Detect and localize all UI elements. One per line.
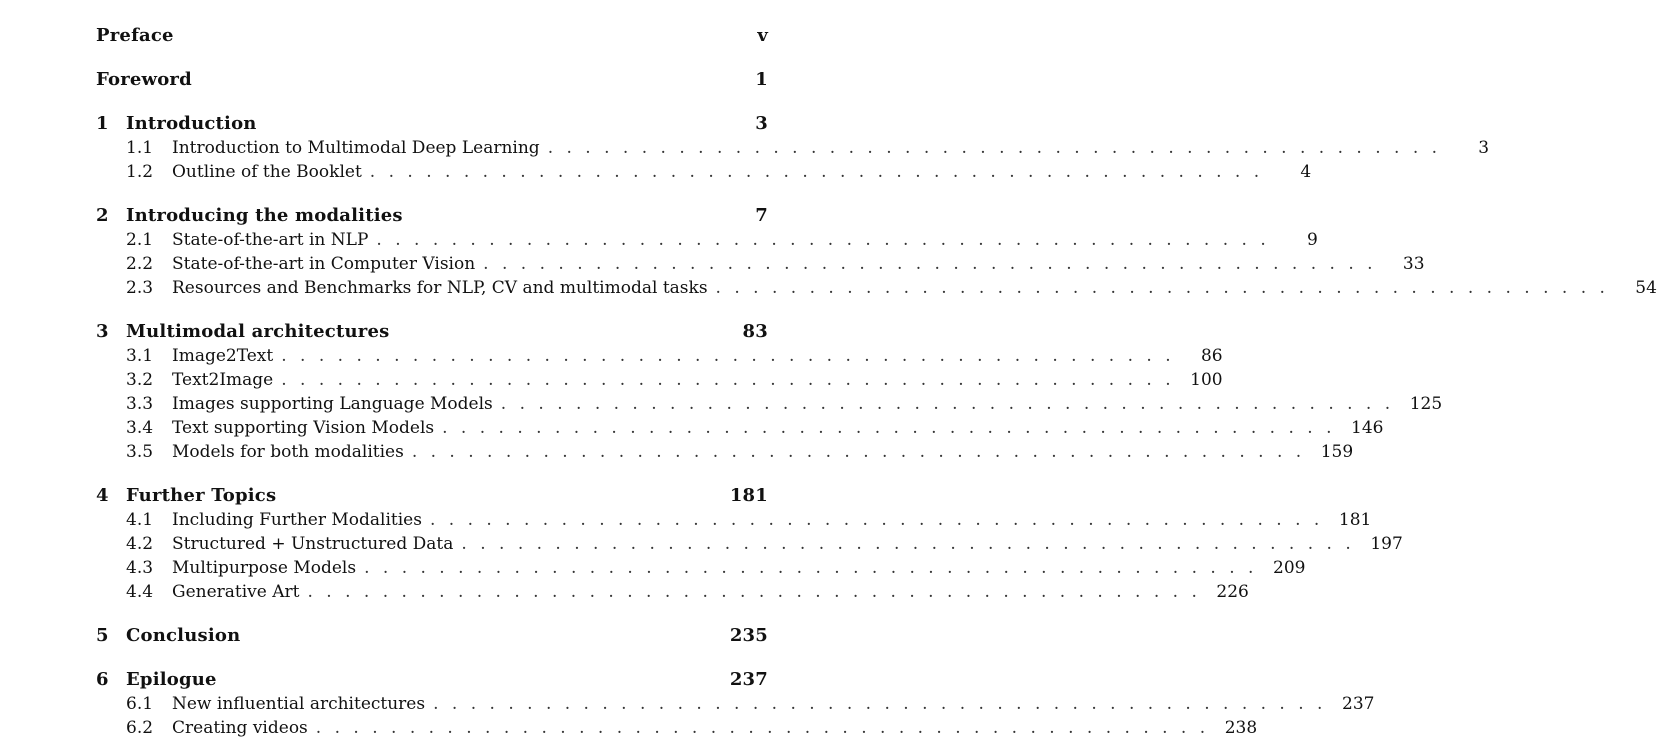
- chapter-number: 5: [96, 625, 109, 646]
- toc-section[interactable]: [96, 392, 1443, 416]
- toc-entry-preface[interactable]: [96, 24, 768, 48]
- section-number: 6.2: [126, 718, 154, 738]
- section-number: 2.1: [126, 230, 154, 250]
- dot-leader: . . . . . . . . . . . . . . . . . . . . . . . . . . . . . . . . . . . . . . . . . . . . . . . .: [442, 418, 1336, 438]
- section-title: Models for both modalities: [172, 442, 404, 462]
- section-page: 226: [1216, 582, 1249, 602]
- section-number: 3.4: [126, 418, 154, 438]
- section-title: State-of-the-art in NLP: [172, 230, 369, 250]
- section-number: 3.2: [126, 370, 154, 390]
- chapter-title: Introducing the modalities: [126, 205, 403, 226]
- section-page: 125: [1409, 394, 1443, 414]
- section-number: 3.1: [126, 346, 154, 366]
- dot-leader: . . . . . . . . . . . . . . . . . . . . . . . . . . . . . . . . . . . . . . . . . . . . . . . .: [547, 138, 1442, 158]
- table-of-contents: [96, 24, 1657, 740]
- chapter-title: Multimodal architectures: [126, 321, 390, 342]
- toc-chapter[interactable]: [96, 112, 768, 136]
- section-number: 4.2: [126, 534, 154, 554]
- entry-title: Preface: [96, 25, 174, 46]
- toc-entry-foreword[interactable]: [96, 68, 768, 92]
- toc-section[interactable]: [96, 276, 1657, 300]
- section-page: 9: [1306, 230, 1318, 250]
- dot-leader: . . . . . . . . . . . . . . . . . . . . . . . . . . . . . . . . . . . . . . . . . . . . . . . .: [364, 558, 1258, 578]
- section-number: 4.1: [126, 510, 154, 530]
- section-page: 4: [1300, 162, 1312, 182]
- entry-page: v: [757, 25, 768, 46]
- toc-section[interactable]: [96, 416, 1384, 440]
- chapter-page: 181: [729, 485, 768, 506]
- section-page: 86: [1200, 346, 1223, 366]
- toc-chapter[interactable]: [96, 484, 768, 508]
- chapter-title: Introduction: [126, 113, 257, 134]
- dot-leader: . . . . . . . . . . . . . . . . . . . . . . . . . . . . . . . . . . . . . . . . . . . . . . . .: [411, 442, 1306, 462]
- toc-section[interactable]: [96, 716, 1258, 740]
- toc-section[interactable]: [96, 532, 1403, 556]
- dot-leader: . . . . . . . . . . . . . . . . . . . . . . . . . . . . . . . . . . . . . . . . . . . . . . . .: [483, 254, 1377, 274]
- chapter-page: 235: [729, 625, 768, 646]
- section-title: Multipurpose Models: [172, 558, 357, 578]
- chapter-page: 3: [755, 113, 768, 134]
- toc-chapter[interactable]: [96, 320, 768, 344]
- toc-section[interactable]: [96, 368, 1223, 392]
- dot-leader: . . . . . . . . . . . . . . . . . . . . . . . . . . . . . . . . . . . . . . . . . . . . . . . .: [461, 534, 1355, 554]
- toc-section[interactable]: [96, 252, 1425, 276]
- section-number: 3.5: [126, 442, 154, 462]
- section-page: 181: [1338, 510, 1372, 530]
- section-page: 33: [1402, 254, 1425, 274]
- toc-section[interactable]: [96, 580, 1249, 604]
- section-title: Text supporting Vision Models: [172, 418, 435, 438]
- section-page: 238: [1224, 718, 1258, 738]
- chapter-title: Further Topics: [126, 485, 277, 506]
- section-page: 197: [1370, 534, 1403, 554]
- chapter-number: 4: [96, 485, 109, 506]
- dot-leader: . . . . . . . . . . . . . . . . . . . . . . . . . . . . . . . . . . . . . . . . . . . . . . . .: [715, 278, 1609, 298]
- toc-section[interactable]: [96, 508, 1372, 532]
- dot-leader: . . . . . . . . . . . . . . . . . . . . . . . . . . . . . . . . . . . . . . . . . . . . . . . .: [315, 718, 1210, 738]
- section-page: 3: [1478, 138, 1490, 158]
- section-page: 209: [1273, 558, 1306, 578]
- section-title: New influential architectures: [172, 694, 426, 714]
- section-number: 3.3: [126, 394, 154, 414]
- dot-leader: . . . . . . . . . . . . . . . . . . . . . . . . . . . . . . . . . . . . . . . . . . . . . . . .: [281, 346, 1175, 366]
- section-title: Generative Art: [172, 582, 300, 602]
- toc-section[interactable]: [96, 228, 1318, 252]
- section-title: Creating videos: [172, 718, 308, 738]
- toc-chapter[interactable]: [96, 204, 768, 228]
- section-page: 237: [1342, 694, 1375, 714]
- chapter-page: 7: [755, 205, 768, 226]
- toc-section[interactable]: [96, 556, 1306, 580]
- dot-leader: . . . . . . . . . . . . . . . . . . . . . . . . . . . . . . . . . . . . . . . . . . . . . . . .: [429, 510, 1324, 530]
- section-title: Structured + Unstructured Data: [172, 534, 454, 554]
- section-page: 159: [1320, 442, 1354, 462]
- section-number: 6.1: [126, 694, 154, 714]
- section-title: Introduction to Multimodal Deep Learning: [172, 138, 540, 158]
- section-page: 100: [1190, 370, 1223, 390]
- toc-section[interactable]: [96, 692, 1375, 716]
- section-page: 146: [1351, 418, 1384, 438]
- chapter-title: Epilogue: [126, 669, 217, 690]
- dot-leader: . . . . . . . . . . . . . . . . . . . . . . . . . . . . . . . . . . . . . . . . . . . . . . . .: [500, 394, 1395, 414]
- section-title: Resources and Benchmarks for NLP, CV and multimodal tasks: [172, 278, 708, 298]
- section-title: Images supporting Language Models: [172, 394, 493, 414]
- section-number: 4.3: [126, 558, 154, 578]
- section-number: 2.2: [126, 254, 154, 274]
- section-number: 4.4: [126, 582, 154, 602]
- chapter-number: 6: [96, 669, 109, 690]
- section-title: Image2Text: [172, 346, 274, 366]
- chapter-number: 2: [96, 205, 109, 226]
- section-title: Including Further Modalities: [172, 510, 422, 530]
- toc-section[interactable]: [96, 440, 1354, 464]
- toc-chapter[interactable]: [96, 624, 768, 648]
- chapter-title: Conclusion: [126, 625, 241, 646]
- dot-leader: . . . . . . . . . . . . . . . . . . . . . . . . . . . . . . . . . . . . . . . . . . . . . . . .: [281, 370, 1175, 390]
- chapter-page: 83: [742, 321, 768, 342]
- dot-leader: . . . . . . . . . . . . . . . . . . . . . . . . . . . . . . . . . . . . . . . . . . . . . . . .: [376, 230, 1270, 250]
- chapter-page: 237: [729, 669, 768, 690]
- toc-section[interactable]: [96, 344, 1223, 368]
- section-number: 2.3: [126, 278, 154, 298]
- toc-chapter[interactable]: [96, 668, 768, 692]
- dot-leader: . . . . . . . . . . . . . . . . . . . . . . . . . . . . . . . . . . . . . . . . . . . . . . . .: [307, 582, 1201, 602]
- section-title: Outline of the Booklet: [172, 162, 362, 182]
- chapter-number: 1: [96, 113, 109, 134]
- dot-leader: . . . . . . . . . . . . . . . . . . . . . . . . . . . . . . . . . . . . . . . . . . . . . . . .: [369, 162, 1264, 182]
- dot-leader: . . . . . . . . . . . . . . . . . . . . . . . . . . . . . . . . . . . . . . . . . . . . . . . .: [433, 694, 1327, 714]
- entry-title: Foreword: [96, 69, 192, 90]
- section-number: 1.1: [126, 138, 154, 158]
- entry-page: 1: [755, 69, 768, 90]
- chapter-number: 3: [96, 321, 109, 342]
- toc-section[interactable]: [96, 160, 1312, 184]
- section-title: Text2Image: [172, 370, 274, 390]
- section-number: 1.2: [126, 162, 154, 182]
- section-title: State-of-the-art in Computer Vision: [172, 254, 476, 274]
- section-page: 54: [1635, 278, 1657, 298]
- toc-section[interactable]: [96, 136, 1490, 160]
